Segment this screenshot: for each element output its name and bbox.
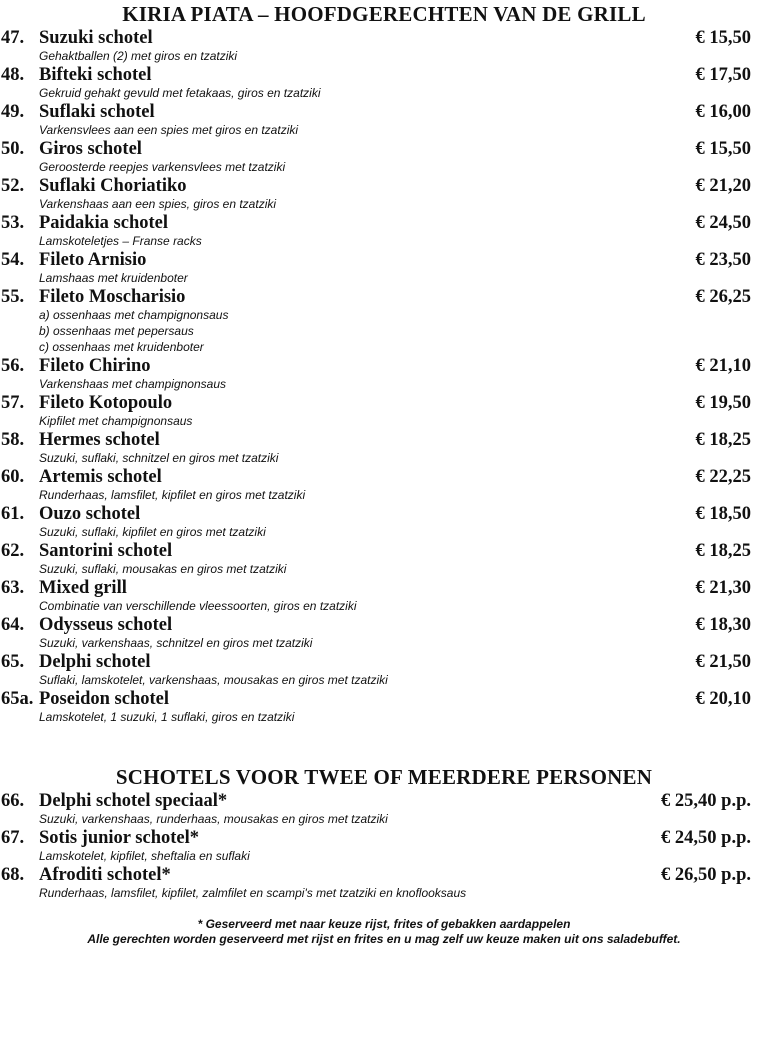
menu-item-number: 50. bbox=[1, 139, 25, 159]
menu-item-heading bbox=[0, 28, 768, 49]
menu-item-price: € 24,50 bbox=[695, 213, 751, 233]
menu-item bbox=[0, 65, 768, 101]
menu-item-price: € 15,50 bbox=[695, 139, 751, 159]
menu-item-description: a) ossenhaas met champignonsaus bbox=[39, 308, 229, 322]
menu-item-name: Delphi schotel speciaal* bbox=[39, 791, 228, 811]
menu-item-name: Bifteki schotel bbox=[39, 65, 152, 85]
menu-item-name: Poseidon schotel bbox=[39, 689, 170, 709]
menu-item-price: € 21,10 bbox=[695, 356, 751, 376]
menu-item bbox=[0, 139, 768, 175]
menu-item-price: € 23,50 bbox=[695, 250, 751, 270]
menu-item-price: € 18,25 bbox=[695, 541, 751, 561]
menu-item-description: Lamshaas met kruidenboter bbox=[39, 271, 188, 285]
menu-item-price: € 26,25 bbox=[695, 287, 751, 307]
menu-item-heading bbox=[0, 250, 768, 271]
menu-item-number: 66. bbox=[1, 791, 25, 811]
menu-item-number: 53. bbox=[1, 213, 25, 233]
menu-item-number: 60. bbox=[1, 467, 25, 487]
menu-item-description: Kipfilet met champignonsaus bbox=[39, 414, 193, 428]
menu-item bbox=[0, 430, 768, 466]
menu-item bbox=[0, 356, 768, 392]
menu-item-description: Geroosterde reepjes varkensvlees met tzatziki bbox=[39, 160, 286, 174]
menu-item-description: Lamskotelet, 1 suzuki, 1 suflaki, giros en tzatziki bbox=[39, 710, 295, 724]
menu-item-heading bbox=[0, 213, 768, 234]
menu-item-description: Varkenshaas met champignonsaus bbox=[39, 377, 226, 391]
menu-item bbox=[0, 287, 768, 355]
menu-item-number: 68. bbox=[1, 865, 25, 885]
menu-item-price: € 25,40 p.p. bbox=[661, 791, 751, 811]
menu-item-description: Varkensvlees aan een spies met giros en tzatziki bbox=[39, 123, 299, 137]
menu-item-description: b) ossenhaas met pepersaus bbox=[39, 324, 194, 338]
menu-item-number: 47. bbox=[1, 28, 25, 48]
menu-item bbox=[0, 467, 768, 503]
menu-item-heading bbox=[0, 828, 768, 849]
menu-item bbox=[0, 28, 768, 64]
menu-item-heading bbox=[0, 541, 768, 562]
menu-item-number: 57. bbox=[1, 393, 25, 413]
menu-item-description: Varkenshaas aan een spies, giros en tzatziki bbox=[39, 197, 277, 211]
menu-item-description: Gekruid gehakt gevuld met fetakaas, giros en tzatziki bbox=[39, 86, 321, 100]
menu-item-heading bbox=[0, 689, 768, 710]
menu-item-description: Suzuki, suflaki, schnitzel en giros met tzatziki bbox=[39, 451, 279, 465]
menu-item-heading bbox=[0, 356, 768, 377]
menu-item bbox=[0, 213, 768, 249]
menu-item-heading bbox=[0, 504, 768, 525]
menu-item-price: € 21,20 bbox=[695, 176, 751, 196]
menu-item-price: € 26,50 p.p. bbox=[661, 865, 751, 885]
menu-item-name: Hermes schotel bbox=[39, 430, 160, 450]
menu-item-number: 61. bbox=[1, 504, 25, 524]
menu-item-number: 54. bbox=[1, 250, 25, 270]
menu-item-number: 65. bbox=[1, 652, 25, 672]
menu-item-name: Fileto Chirino bbox=[39, 356, 151, 376]
menu-item-price: € 21,30 bbox=[695, 578, 751, 598]
menu-item-name: Ouzo schotel bbox=[39, 504, 141, 524]
sharing-section-title: SCHOTELS VOOR TWEE OF MEERDERE PERSONEN bbox=[115, 765, 653, 789]
menu-item-name: Suflaki schotel bbox=[39, 102, 155, 122]
menu-item-heading bbox=[0, 287, 768, 308]
menu-item bbox=[0, 578, 768, 614]
menu-item-description: Runderhaas, lamsfilet, kipfilet, zalmfilet en scampi's met tzatziki en knoflooksaus bbox=[39, 886, 467, 900]
menu-item-number: 56. bbox=[1, 356, 25, 376]
menu-item-description: Combinatie van verschillende vleessoorten, giros en tzatziki bbox=[39, 599, 357, 613]
footnote-salad-buffet: Alle gerechten worden geserveerd met rijst en frites en u mag zelf uw keuze maken uit ons saladebuffet. bbox=[87, 932, 681, 946]
menu-item-description: Suzuki, suflaki, kipfilet en giros met tzatziki bbox=[39, 525, 266, 539]
menu-item bbox=[0, 652, 768, 688]
menu-item-name: Giros schotel bbox=[39, 139, 142, 159]
menu-item-description: Suflaki, lamskotelet, varkenshaas, mousakas en giros met tzatziki bbox=[39, 673, 388, 687]
menu-item-heading bbox=[0, 578, 768, 599]
menu-item-name: Suzuki schotel bbox=[39, 28, 153, 48]
menu-item-name: Fileto Moscharisio bbox=[39, 287, 186, 307]
menu-item-heading bbox=[0, 102, 768, 123]
menu-item-number: 63. bbox=[1, 578, 25, 598]
menu-item-description: Lamskoteletjes – Franse racks bbox=[39, 234, 202, 248]
menu-item bbox=[0, 504, 768, 540]
menu-item-description: Gehaktballen (2) met giros en tzatziki bbox=[39, 49, 238, 63]
menu-item-price: € 20,10 bbox=[695, 689, 751, 709]
menu-item-price: € 24,50 p.p. bbox=[661, 828, 751, 848]
menu-item-description: Suzuki, varkenshaas, runderhaas, mousakas en giros met tzatziki bbox=[39, 812, 388, 826]
menu-item-description: Suzuki, suflaki, mousakas en giros met tzatziki bbox=[39, 562, 287, 576]
menu-item-name: Mixed grill bbox=[39, 578, 127, 598]
menu-item-price: € 18,50 bbox=[695, 504, 751, 524]
menu-item-name: Suflaki Choriatiko bbox=[39, 176, 187, 196]
menu-item-name: Paidakia schotel bbox=[39, 213, 168, 233]
menu-item-number: 67. bbox=[1, 828, 25, 848]
menu-item-price: € 18,25 bbox=[695, 430, 751, 450]
menu-item-price: € 18,30 bbox=[695, 615, 751, 635]
menu-item-heading bbox=[0, 393, 768, 414]
menu-item-name: Artemis schotel bbox=[39, 467, 162, 487]
grill-menu-list bbox=[0, 28, 768, 726]
menu-item bbox=[0, 393, 768, 429]
menu-item bbox=[0, 828, 768, 864]
menu-item-description: Lamskotelet, kipfilet, sheftalia en suflaki bbox=[39, 849, 250, 863]
menu-item bbox=[0, 615, 768, 651]
menu-item-heading bbox=[0, 652, 768, 673]
menu-item-number: 55. bbox=[1, 287, 25, 307]
menu-item-name: Fileto Arnisio bbox=[39, 250, 147, 270]
menu-item-price: € 21,50 bbox=[695, 652, 751, 672]
menu-item-heading bbox=[0, 791, 768, 812]
menu-item-name: Afroditi schotel* bbox=[39, 865, 171, 885]
menu-item bbox=[0, 689, 768, 725]
menu-item-number: 62. bbox=[1, 541, 25, 561]
menu-item bbox=[0, 541, 768, 577]
menu-item bbox=[0, 250, 768, 286]
menu-item-heading bbox=[0, 865, 768, 886]
grill-section-title: KIRIA PIATA – HOOFDGERECHTEN VAN DE GRILL bbox=[122, 2, 646, 26]
menu-item-name: Santorini schotel bbox=[39, 541, 173, 561]
menu-item-name: Odysseus schotel bbox=[39, 615, 173, 635]
menu-item-price: € 15,50 bbox=[695, 28, 751, 48]
menu-item-heading bbox=[0, 65, 768, 86]
footnote-side-dishes: * Geserveerd met naar keuze rijst, frites of gebakken aardappelen bbox=[197, 917, 571, 931]
menu-item-heading bbox=[0, 467, 768, 488]
sharing-menu-list bbox=[0, 791, 768, 902]
menu-item-description: Suzuki, varkenshaas, schnitzel en giros met tzatziki bbox=[39, 636, 313, 650]
menu-item-price: € 22,25 bbox=[695, 467, 751, 487]
menu-item-number: 49. bbox=[1, 102, 25, 122]
menu-item-price: € 17,50 bbox=[695, 65, 751, 85]
menu-item-price: € 16,00 bbox=[695, 102, 751, 122]
menu-item-description: c) ossenhaas met kruidenboter bbox=[39, 340, 204, 354]
menu-item-price: € 19,50 bbox=[695, 393, 751, 413]
menu-item-heading bbox=[0, 430, 768, 451]
menu-item-heading bbox=[0, 176, 768, 197]
menu-item-number: 65a. bbox=[1, 689, 34, 709]
menu-item-name: Delphi schotel bbox=[39, 652, 151, 672]
menu-item-number: 58. bbox=[1, 430, 25, 450]
menu-item-number: 64. bbox=[1, 615, 25, 635]
menu-item bbox=[0, 176, 768, 212]
menu-item-heading bbox=[0, 615, 768, 636]
menu-item-number: 52. bbox=[1, 176, 25, 196]
menu-item-name: Fileto Kotopoulo bbox=[39, 393, 173, 413]
menu-item bbox=[0, 791, 768, 827]
menu-item-heading bbox=[0, 139, 768, 160]
menu-item-description: Runderhaas, lamsfilet, kipfilet en giros met tzatziki bbox=[39, 488, 306, 502]
menu-item bbox=[0, 102, 768, 138]
menu-item-number: 48. bbox=[1, 65, 25, 85]
menu-item bbox=[0, 865, 768, 901]
menu-item-name: Sotis junior schotel* bbox=[39, 828, 200, 848]
